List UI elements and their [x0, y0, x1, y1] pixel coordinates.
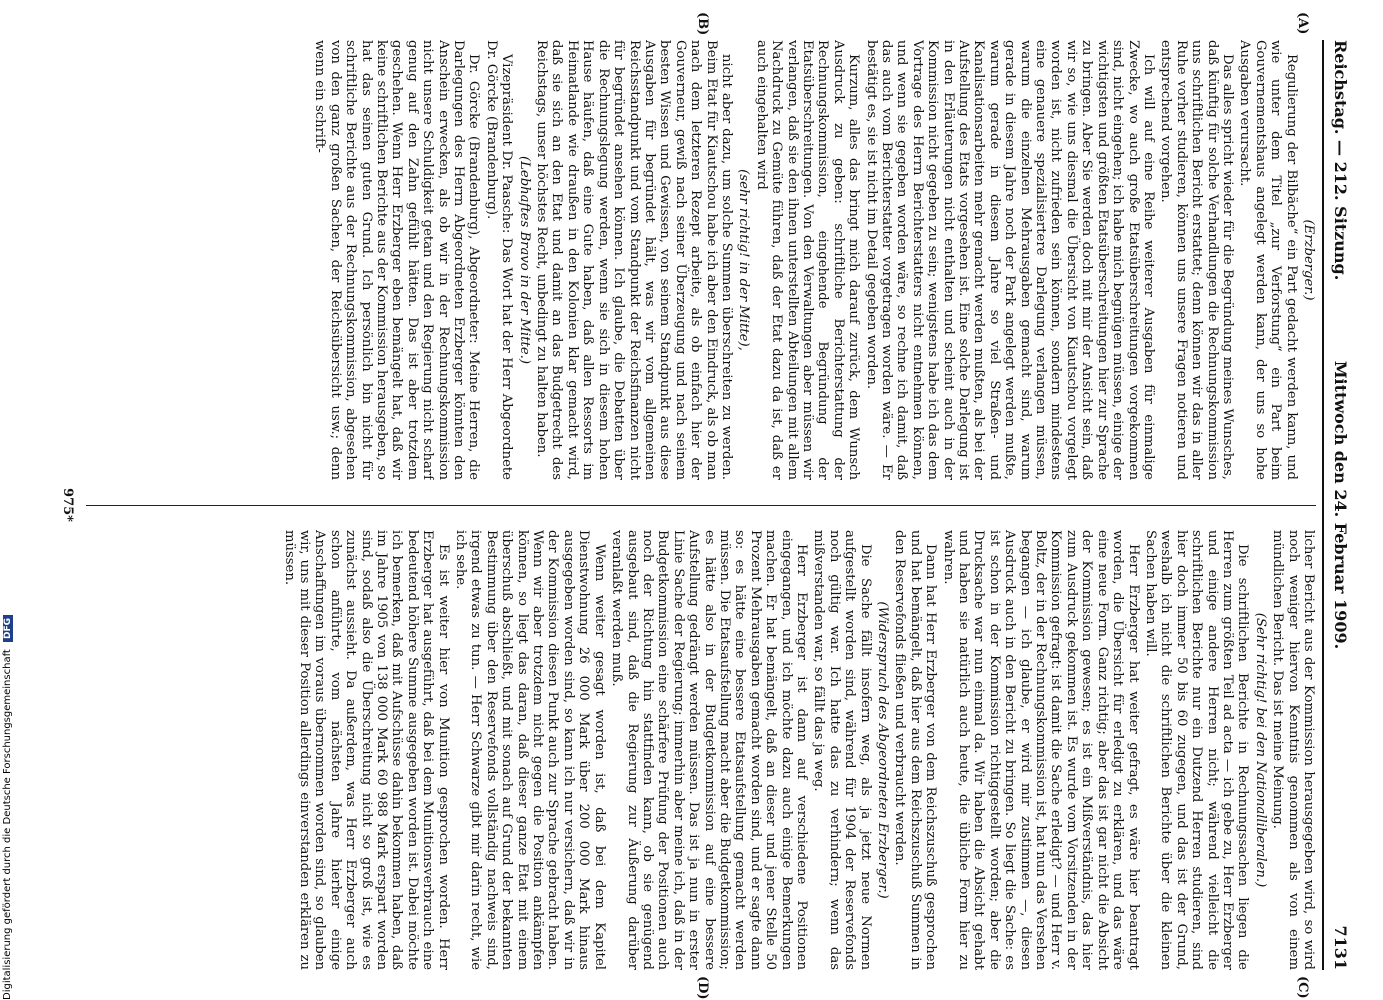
speaker-paragraph: Dr. Görcke (Brandenburg), Abgeordneter: Meine Herren, die Darlegungen des Herrn Abgeordneten Erzberger könnten den Anschein erwecken, als ob wir in der Rechnungskommission nicht unsere Schuldigkeit getan und den Regierung nicht scharf genug auf den Zahn gefühlt hätten. Das ist aber trotzdem geschehen. Wenn Herr Erzberger eben bemängelt hat, daß wir keine schriftlichen Berichte aus der Kommission herausgeben, so hat das seinen guten Grund. Ich persönlich bin nicht für schriftliche Berichte aus der Rechnungskommission, abgesehen von den ganz großen Sachen, der Reichsübersicht usw.; denn wenn ein schrift-: [312, 40, 482, 480]
page-number: 7131: [1331, 925, 1350, 970]
paragraph: Kurzum, alles das bringt mich darauf zurück, dem Wunsch Ausdruck zu geben: schriftliche Berichterstattung der Rechnungskommission, eingehende Begründung der Etatsüberschreitungen. Von den Verwaltungen aber müssen wir verlangen, daß sie den ihnen unterstellten Abteilungen mit allem Nachdruck zu Gemüte führen, daß der Etat dazu da ist, daß er auch eingehalten wird: [753, 40, 862, 480]
paragraph: Wenn weiter gesagt worden ist, daß bei dem Kapitel Dienstwohnung 26 000 Mark über 200 000 Mark hinaus ausgegeben worden sind, so kann ich nur versichern, daß wir in der Kommission diesen Punkt auch zur Sprache gebracht haben. Wenn wir aber trotzdem nicht gegen die Position ankämpfen können, so liegt das daran, daß dieser ganze Etat mit einem überschuß abschließt, und mit sonach auf Grund der bekannten Bestimmung über den Reservefonds vollständig nachweis sind, irgend etwas zu tun. — Herr Schwarze gibt mir darin recht, wie ich sehe.: [453, 530, 607, 970]
digitization-credit: [2, 10, 13, 1000]
paragraph: nicht aber dazu, um solche Summen überschreiten zu werden. Beim Etat für Kiautschou habe ich aber den Eindruck, als ob man nach dem letzteren Rezept arbeite, als ob einfach hier der Gouverneur, gewiß nach seiner Überzeugung und nach seinem besten Wissen und Gewissen, von seinem Standpunkt aus diese Ausgaben für begründet hält, was wir vom allgemeinen Reichsstandpunkt und vom Standpunkt der Reichsfinanzen nicht für begründet ansehen können. Ich glaube, die Debatten über die Rechnungslegung werden, wenn sie sich in diesem hohen Hause häufen, daß eine Gute haben, daß allen Ressorts im Heimatlande wie draußen in den Kolonien klar gemacht wird, daß sie sich an den Etat und damit an das Budgetrecht des Reichstags, unser höchstes Recht, unbedingt zu halten haben.: [534, 40, 734, 480]
left-column: [86, 40, 1316, 480]
interjection: (Sehr richtig! bei den Nationalliberalen.): [1252, 612, 1268, 888]
interjection: (Widerspruch des Abgeordneten Erzberger.): [875, 601, 891, 899]
dfg-logo: DFG: [3, 615, 13, 642]
paragraph: Herr Erzberger hat weiter gefragt, es wäre hier beantragt worden, die Übersicht für erledigt zu erklären, und das wäre eine neue Form. Ganz richtig; aber das ist gar nicht die Absicht der Kommission gewesen; es ist ein Mißverständnis, das hier zum Ausdruck gekommen ist. Es wurde vom Vorsitzenden in der Kommission gefragt: ist damit die Sache erledigt? — und Herr v. Boltz, der in der Rechnungskommission ist, hat nun das Versehen begangen — ich glaube, er wird mir zustimmen —, diesen Ausdruck auch in den Bericht zu bringen. So liegt die Sache: es ist schon in der Kommission richtiggestellt worden; aber die Drucksache war nun einmal da. Wir haben die Absicht gehabt und haben sie natürlich auch heute, die übliche Form hier zu wahren.: [940, 530, 1141, 970]
speaker-paragraph: Vizepräsident Dr. Paasche: Das Wort hat der Herr Abgeordnete Dr. Görcke (Brandenburg).: [483, 40, 515, 480]
margin-mark-c: (C): [1295, 976, 1310, 999]
paragraph: Dann hat Herr Erzberger von dem Reichszuschuß gesprochen und hat bemängelt, daß hier aus dem Reichszuschuß Summen in den Reservefonds fließen und verbraucht werden.: [892, 530, 939, 970]
paragraph: Das alles spricht wieder für die Begründung meines Wunsches, daß künftig für solche Verhandlungen die Rechnungskommission uns schriftlichen Bericht erstattet; denn können wir das in aller Ruhe vorher studieren, können uns unsere Fragen notieren und entsprechend vorgehen.: [1158, 40, 1235, 480]
interjection: (Lebhaftes Bravo in der Mitte.): [516, 156, 532, 364]
credit-text: Digitalisierung gefördert durch die Deutsche Forschungsgemeinschaft: [2, 649, 13, 1000]
page-footer-mark: 975*: [60, 488, 75, 522]
header-center: Mittwoch den 24. Februar 1909.: [1331, 360, 1350, 650]
column-divider: [86, 505, 1316, 506]
paragraph: Es ist weiter hier von Munition gesprochen worden. Herr Erzberger hat ausgeführt, daß bei dem Munitionsverbrauch eine bedeutend höhere Summe ausgegeben worden ist. Dabei möchte ich bemerken, daß mit Aufschüsse dahin bekommen haben, daß im Jahre 1905 von 138 000 Mark 60 988 Mark erspart worden sind, sodaß also die Überschreitung nicht so groß ist, wie es zunächst aussieht. Da außerdem, was Herr Erzberger auch schon anführte, vom nächsten Jahre hierher einige Anschaffungen im voraus übernommen worden sind, so glauben wir, uns mit dieser Position allerdings einverstanden erklären zu müssen.: [281, 530, 451, 970]
paragraph: licher Bericht aus der Kommission herausgegeben wird, so wird noch weniger hiervon Kenntnis genommen als von einem mündlichen Bericht. Das ist meine Meinung.: [1270, 530, 1316, 970]
paragraph: Ich will auf eine Reihe weiterer Ausgaben für einmalige Zwecke, wo auch große Etatsüberschreitungen vorgekommen sind, nicht eingehen; ich habe mich begnügen müssen, einige der wichtigsten und größten Etatsüberschreitungen hier zur Sprache zu bringen. Aber Sie werden doch mit mir der Ansicht sein, daß wir so, wie uns diesmal die Übersicht von Kiautschou vorgelegt worden ist, nicht zufrieden sein können, sondern mindestens eine genauere spezialisiertere Darlegung verlangen müssen, warum die einzelnen Mehrausgaben gemacht sind, warum gerade in diesem Jahre noch der Park angelegt werden mußte, warum gerade in diesem Jahre so viel Straßen- und Kanalisationsarbeiten mehr gemacht werden mußten, als bei der Aufstellung des Etats vorgesehen ist. Eine solche Darlegung ist in den Erläuterungen nicht enthalten und scheint auch in der Kommission nicht gegeben zu sein; wenigstens habe ich das dem Vortrage des Herrn Berichterstatters nicht entnehmen können, und wenn sie gegeben worden wäre, so rechne ich damit, daß das auch vom Berichterstatter vorgetragen worden wäre. — Er bestätigt es, sie ist nicht im Detail gegeben worden.: [863, 40, 1156, 480]
paragraph: Die Sache fällt insofern weg, als ja jetzt neue Normen aufgestellt worden sind, während für 1904 der Reservefonds noch gültig war. Ich hatte das zu verhindern; wenn das mißverstanden war, so fällt das ja weg.: [811, 530, 873, 970]
page-header: [1324, 40, 1350, 970]
paragraph: Die schriftlichen Berichte in Rechnungssachen liegen die Herren zum größten Teil ad acta — ich gebe zu, Herr Erzberger und einige andere Herren nicht; während vielleicht die schriftlichen Berichte nur ein Dutzend Herren studieren, sind hier doch immer 50 bis 60 zugegen, und das ist der Grund, weshalb ich nicht die schriftlichen Berichte über die kleinen Sachen haben will.: [1142, 530, 1251, 970]
header-left: Reichstag. — 212. Sitzung.: [1331, 40, 1350, 281]
right-column: [86, 530, 1316, 970]
margin-mark-a: (A): [1295, 12, 1310, 35]
interjection: (sehr richtig! in der Mitte),: [736, 169, 752, 351]
margin-mark-d: (D): [695, 976, 710, 1000]
newspaper-page: [50, 12, 1350, 1000]
paragraph: Regulierung der Bilbäche“ ein Part gedacht werden kann, und wie unter dem Titel „zur Verforstung“ ein Part beim Gouvernementshaus angelegt werden kann, der uns so hohe Ausgaben verursacht.: [1237, 40, 1299, 480]
header-rule: [1322, 40, 1324, 970]
paragraph: Herr Erzberger ist dann auf verschiedene Positionen eingegangen, und ich möchte dazu auch einige Bemerkungen machen. Er hat bemängelt, daß an dieser und jener Stelle 50 Prozent Mehrausgaben gemacht worden sind, und er sagte dann so: es hätte eine bessere Etatsaufstellung gemacht werden müssen. Die Etatsaufstellung macht aber die Budgetkommission; es hätte also in der Budgetkommission auf eine bessere Aufstellung gedrängt werden müssen. Das ist ja nun in erster Linie Sache der Regierung; immerhin aber meine ich, daß in der Budgetkommission eine schärfere Prüfung der Positionen auch noch der Richtung hin stattfinden kann, ob sie genügend ausgebaut sind, daß die Regierung zur Äußerung darüber veranlaßt werden muß.: [609, 530, 809, 970]
margin-mark-b: (B): [695, 12, 710, 36]
interjection: (Erzberger.): [1301, 219, 1316, 301]
